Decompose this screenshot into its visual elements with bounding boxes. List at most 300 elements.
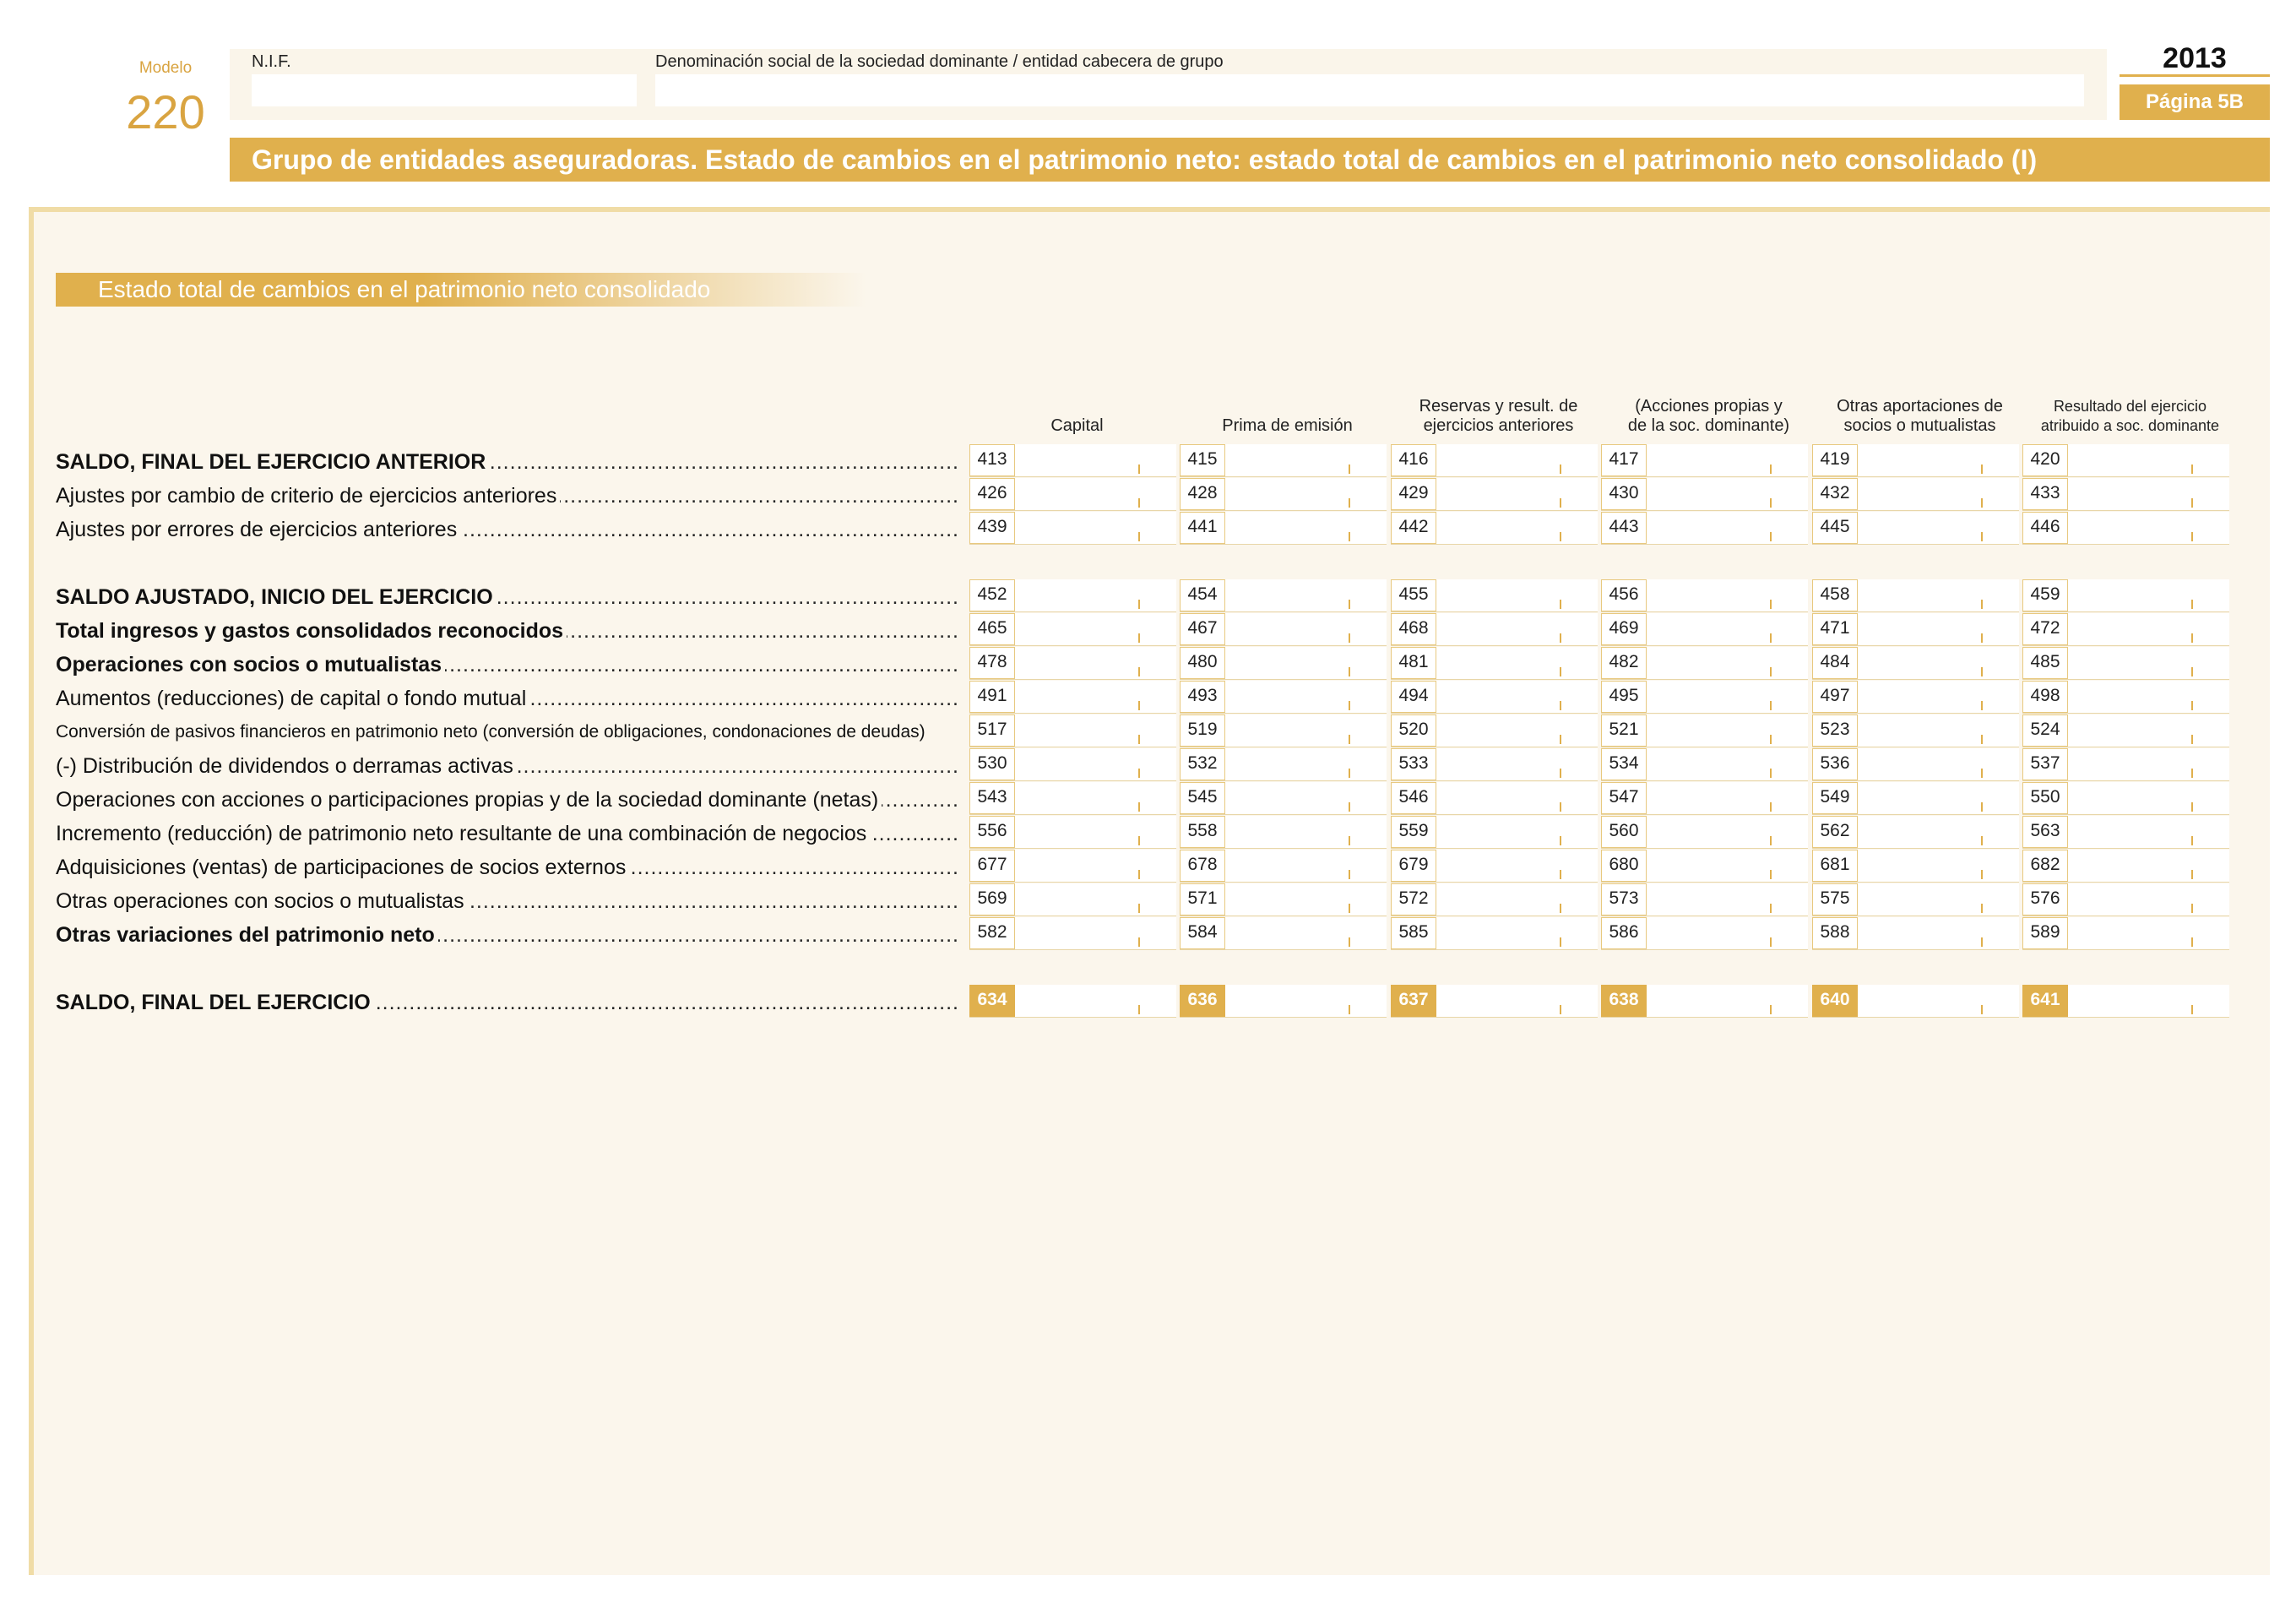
box-code: 560 xyxy=(1601,816,1647,848)
row-label-text: SALDO, FINAL DEL EJERCICIO ANTERIOR xyxy=(56,450,489,474)
decimal-separator-mark xyxy=(1981,802,1983,812)
box-code: 430 xyxy=(1601,478,1647,510)
row-label xyxy=(56,448,959,476)
decimal-separator-mark xyxy=(1349,735,1350,744)
amount-field[interactable] xyxy=(2022,478,2229,511)
decimal-separator-mark xyxy=(1981,701,1983,710)
box-code: 681 xyxy=(1812,850,1858,882)
amount-field[interactable] xyxy=(1180,579,1387,612)
decimal-separator-mark xyxy=(1560,802,1561,812)
box-code: 589 xyxy=(2022,917,2068,949)
box-code: 571 xyxy=(1180,883,1225,915)
decimal-separator-mark xyxy=(1560,667,1561,676)
box-code: 562 xyxy=(1812,816,1858,848)
amount-field[interactable] xyxy=(1391,478,1598,511)
amount-field[interactable] xyxy=(1180,512,1387,545)
box-code: 641 xyxy=(2022,985,2068,1017)
box-code: 549 xyxy=(1812,782,1858,814)
column-header xyxy=(1399,397,1598,436)
amount-field[interactable] xyxy=(969,444,1176,477)
box-code: 441 xyxy=(1180,512,1225,544)
row-label-text: Ajustes por errores de ejercicios anteriores xyxy=(56,518,460,541)
box-code: 494 xyxy=(1391,681,1436,713)
amount-field[interactable] xyxy=(1180,444,1387,477)
amount-field[interactable] xyxy=(969,478,1176,511)
box-code: 634 xyxy=(969,985,1015,1017)
box-code: 558 xyxy=(1180,816,1225,848)
amount-field[interactable] xyxy=(1391,681,1598,714)
decimal-separator-mark xyxy=(1560,465,1561,474)
box-code: 563 xyxy=(2022,816,2068,848)
amount-field[interactable] xyxy=(1601,883,1808,916)
box-code: 416 xyxy=(1391,444,1436,476)
box-code: 452 xyxy=(969,579,1015,611)
box-code: 588 xyxy=(1812,917,1858,949)
decimal-separator-mark xyxy=(1349,701,1350,710)
column-header xyxy=(978,397,1176,436)
row-label-text: Operaciones con acciones o participaciones propias y de la sociedad dominante (netas) xyxy=(56,788,882,812)
column-header-line2: atribuido a soc. dominante xyxy=(2040,417,2220,434)
box-code: 459 xyxy=(2022,579,2068,611)
column-header xyxy=(1609,397,1808,436)
box-code: 636 xyxy=(1180,985,1225,1017)
amount-field[interactable] xyxy=(1391,613,1598,646)
box-code: 493 xyxy=(1180,681,1225,713)
box-code: 495 xyxy=(1601,681,1647,713)
amount-field[interactable] xyxy=(1391,444,1598,477)
decimal-separator-mark xyxy=(1138,836,1140,845)
decimal-separator-mark xyxy=(1981,870,1983,879)
amount-field[interactable] xyxy=(1601,782,1808,815)
amount-field[interactable] xyxy=(969,647,1176,680)
box-code: 550 xyxy=(2022,782,2068,814)
column-header-line1: (Acciones propias y xyxy=(1635,397,1783,416)
decimal-separator-mark xyxy=(2191,904,2193,913)
amount-field[interactable] xyxy=(1391,985,1598,1018)
row-label xyxy=(56,583,959,611)
box-code: 586 xyxy=(1601,917,1647,949)
decimal-separator-mark xyxy=(1770,600,1772,609)
decimal-separator-mark xyxy=(1770,937,1772,947)
nif-label: N.I.F. xyxy=(252,52,291,71)
box-code: 572 xyxy=(1391,883,1436,915)
box-code: 559 xyxy=(1391,816,1436,848)
amount-field[interactable] xyxy=(969,883,1176,916)
amount-field[interactable] xyxy=(2022,917,2229,950)
column-header-line1: Reservas y result. de xyxy=(1419,397,1578,416)
decimal-separator-mark xyxy=(1138,498,1140,508)
decimal-separator-mark xyxy=(1349,667,1350,676)
row-label xyxy=(56,684,959,713)
amount-field[interactable] xyxy=(1812,647,2019,680)
box-code: 433 xyxy=(2022,478,2068,510)
decimal-separator-mark xyxy=(1981,735,1983,744)
decimal-separator-mark xyxy=(2191,870,2193,879)
amount-field[interactable] xyxy=(1601,850,1808,883)
amount-field[interactable] xyxy=(969,917,1176,950)
amount-field[interactable] xyxy=(1601,444,1808,477)
amount-field[interactable] xyxy=(2022,512,2229,545)
decimal-separator-mark xyxy=(1770,1005,1772,1014)
box-code: 533 xyxy=(1391,748,1436,780)
amount-field[interactable] xyxy=(1812,681,2019,714)
decimal-separator-mark xyxy=(1770,465,1772,474)
box-code: 575 xyxy=(1812,883,1858,915)
box-code: 442 xyxy=(1391,512,1436,544)
decimal-separator-mark xyxy=(1770,532,1772,541)
box-code: 576 xyxy=(2022,883,2068,915)
column-header-line2: de la soc. dominante) xyxy=(1627,416,1790,435)
box-code: 491 xyxy=(969,681,1015,713)
box-code: 429 xyxy=(1391,478,1436,510)
amount-field[interactable] xyxy=(1180,647,1387,680)
amount-field[interactable] xyxy=(1812,850,2019,883)
decimal-separator-mark xyxy=(1560,769,1561,778)
decimal-separator-mark xyxy=(1138,870,1140,879)
amount-field[interactable] xyxy=(1180,478,1387,511)
page-title: Grupo de entidades aseguradoras. Estado de cambios en el patrimonio neto: estado total de cambios en el patrimonio neto consolidado (I) xyxy=(230,138,2270,182)
amount-field[interactable] xyxy=(2022,647,2229,680)
amount-field[interactable] xyxy=(1601,647,1808,680)
box-code: 439 xyxy=(969,512,1015,544)
decimal-separator-mark xyxy=(1138,937,1140,947)
box-code: 545 xyxy=(1180,782,1225,814)
decimal-separator-mark xyxy=(1349,802,1350,812)
box-code: 519 xyxy=(1180,714,1225,747)
amount-field[interactable] xyxy=(1180,816,1387,849)
amount-field[interactable] xyxy=(2022,714,2229,747)
amount-field[interactable] xyxy=(1391,647,1598,680)
decimal-separator-mark xyxy=(1138,667,1140,676)
box-code: 637 xyxy=(1391,985,1436,1017)
row-label-text: Total ingresos y gastos consolidados reconocidos xyxy=(56,619,567,643)
amount-field[interactable] xyxy=(1812,917,2019,950)
box-code: 472 xyxy=(2022,613,2068,645)
header-fields xyxy=(230,49,2107,120)
amount-field[interactable] xyxy=(969,579,1176,612)
amount-field[interactable] xyxy=(1812,478,2019,511)
amount-field[interactable] xyxy=(969,748,1176,781)
decimal-separator-mark xyxy=(1981,498,1983,508)
box-code: 573 xyxy=(1601,883,1647,915)
row-label-text: Adquisiciones (ventas) de participaciones de socios externos xyxy=(56,856,629,879)
box-code: 517 xyxy=(969,714,1015,747)
decimal-separator-mark xyxy=(1138,769,1140,778)
amount-field[interactable] xyxy=(1180,748,1387,781)
amount-field[interactable] xyxy=(1812,579,2019,612)
amount-field[interactable] xyxy=(1601,917,1808,950)
box-code: 458 xyxy=(1812,579,1858,611)
amount-field[interactable] xyxy=(1391,883,1598,916)
amount-field[interactable] xyxy=(1812,883,2019,916)
decimal-separator-mark xyxy=(1349,498,1350,508)
column-header xyxy=(1821,397,2019,436)
amount-field[interactable] xyxy=(969,985,1176,1018)
amount-field[interactable] xyxy=(1180,782,1387,815)
amount-field[interactable] xyxy=(1391,850,1598,883)
column-header-line2: socios o mutualistas xyxy=(1843,416,1996,435)
box-code: 415 xyxy=(1180,444,1225,476)
decimal-separator-mark xyxy=(1349,600,1350,609)
box-code: 530 xyxy=(969,748,1015,780)
row-label xyxy=(56,617,959,645)
amount-field[interactable] xyxy=(969,613,1176,646)
modelo-number: 220 xyxy=(126,85,205,139)
decimal-separator-mark xyxy=(1981,532,1983,541)
row-label xyxy=(56,752,959,780)
amount-field[interactable] xyxy=(1601,478,1808,511)
decimal-separator-mark xyxy=(1349,769,1350,778)
amount-field[interactable] xyxy=(1812,714,2019,747)
amount-field[interactable] xyxy=(2022,748,2229,781)
decimal-separator-mark xyxy=(1349,532,1350,541)
amount-field[interactable] xyxy=(969,782,1176,815)
amount-field[interactable] xyxy=(1601,512,1808,545)
amount-field[interactable] xyxy=(2022,985,2229,1018)
row-label xyxy=(56,988,959,1017)
amount-field[interactable] xyxy=(1812,748,2019,781)
decimal-separator-mark xyxy=(1349,836,1350,845)
amount-field[interactable] xyxy=(2022,681,2229,714)
box-code: 413 xyxy=(969,444,1015,476)
amount-field[interactable] xyxy=(969,681,1176,714)
box-code: 546 xyxy=(1391,782,1436,814)
decimal-separator-mark xyxy=(2191,1005,2193,1014)
box-code: 677 xyxy=(969,850,1015,882)
amount-field[interactable] xyxy=(1180,613,1387,646)
box-code: 467 xyxy=(1180,613,1225,645)
column-header xyxy=(2031,397,2229,436)
box-code: 465 xyxy=(969,613,1015,645)
amount-field[interactable] xyxy=(1180,850,1387,883)
decimal-separator-mark xyxy=(1560,633,1561,643)
box-code: 480 xyxy=(1180,647,1225,679)
row-label xyxy=(56,819,959,848)
row-label-text: (-) Distribución de dividendos o derramas activas xyxy=(56,754,517,778)
decimal-separator-mark xyxy=(1770,667,1772,676)
decimal-separator-mark xyxy=(1138,532,1140,541)
decimal-separator-mark xyxy=(1138,465,1140,474)
decimal-separator-mark xyxy=(1349,1005,1350,1014)
amount-field[interactable] xyxy=(1812,782,2019,815)
decimal-separator-mark xyxy=(1560,904,1561,913)
modelo-label: Modelo xyxy=(138,59,193,77)
box-code: 428 xyxy=(1180,478,1225,510)
amount-field[interactable] xyxy=(1601,816,1808,849)
amount-field[interactable] xyxy=(1601,748,1808,781)
row-label xyxy=(56,515,959,544)
decimal-separator-mark xyxy=(1560,1005,1561,1014)
box-code: 481 xyxy=(1391,647,1436,679)
decimal-separator-mark xyxy=(1981,904,1983,913)
decimal-separator-mark xyxy=(1560,836,1561,845)
row-label-text: Otras variaciones del patrimonio neto xyxy=(56,923,438,947)
decimal-separator-mark xyxy=(1770,904,1772,913)
box-code: 534 xyxy=(1601,748,1647,780)
row-label xyxy=(56,481,959,510)
decimal-separator-mark xyxy=(1770,870,1772,879)
box-code: 420 xyxy=(2022,444,2068,476)
row-label xyxy=(56,650,959,679)
section-title: Estado total de cambios en el patrimonio neto consolidado xyxy=(56,273,866,307)
box-code: 426 xyxy=(969,478,1015,510)
column-header-line2: ejercicios anteriores xyxy=(1423,416,1574,435)
amount-field[interactable] xyxy=(1812,512,2019,545)
decimal-separator-mark xyxy=(1770,701,1772,710)
decimal-separator-mark xyxy=(2191,769,2193,778)
decimal-separator-mark xyxy=(2191,735,2193,744)
amount-field[interactable] xyxy=(1812,444,2019,477)
box-code: 471 xyxy=(1812,613,1858,645)
box-code: 432 xyxy=(1812,478,1858,510)
amount-field[interactable] xyxy=(969,850,1176,883)
decimal-separator-mark xyxy=(2191,701,2193,710)
box-code: 582 xyxy=(969,917,1015,949)
amount-field[interactable] xyxy=(1391,714,1598,747)
amount-field[interactable] xyxy=(1180,714,1387,747)
amount-field[interactable] xyxy=(1601,579,1808,612)
nif-field[interactable] xyxy=(252,74,637,106)
box-code: 584 xyxy=(1180,917,1225,949)
row-label-text: Incremento (reducción) de patrimonio neto resultante de una combinación de negocios xyxy=(56,822,870,845)
box-code: 455 xyxy=(1391,579,1436,611)
row-label-text: SALDO, FINAL DEL EJERCICIO xyxy=(56,991,374,1014)
amount-field[interactable] xyxy=(1391,917,1598,950)
decimal-separator-mark xyxy=(1138,735,1140,744)
box-code: 547 xyxy=(1601,782,1647,814)
decimal-separator-mark xyxy=(1560,870,1561,879)
amount-field[interactable] xyxy=(1812,816,2019,849)
amount-field[interactable] xyxy=(1601,714,1808,747)
box-code: 638 xyxy=(1601,985,1647,1017)
decimal-separator-mark xyxy=(1770,836,1772,845)
amount-field[interactable] xyxy=(969,512,1176,545)
amount-field[interactable] xyxy=(2022,613,2229,646)
decimal-separator-mark xyxy=(1560,498,1561,508)
decimal-separator-mark xyxy=(1138,904,1140,913)
decimal-separator-mark xyxy=(1349,465,1350,474)
amount-field[interactable] xyxy=(1391,816,1598,849)
amount-field[interactable] xyxy=(1601,985,1808,1018)
box-code: 537 xyxy=(2022,748,2068,780)
decimal-separator-mark xyxy=(2191,667,2193,676)
box-code: 640 xyxy=(1812,985,1858,1017)
box-code: 521 xyxy=(1601,714,1647,747)
decimal-separator-mark xyxy=(1770,769,1772,778)
box-code: 523 xyxy=(1812,714,1858,747)
amount-field[interactable] xyxy=(2022,883,2229,916)
amount-field[interactable] xyxy=(969,816,1176,849)
amount-field[interactable] xyxy=(969,714,1176,747)
box-code: 679 xyxy=(1391,850,1436,882)
column-header-line2: Capital xyxy=(1050,416,1104,435)
box-code: 445 xyxy=(1812,512,1858,544)
box-code: 498 xyxy=(2022,681,2068,713)
column-header-line1: Otras aportaciones de xyxy=(1837,397,2003,416)
page-badge: Página 5B xyxy=(2120,84,2270,120)
amount-field[interactable] xyxy=(1180,681,1387,714)
row-label-text: Otras operaciones con socios o mutualistas xyxy=(56,889,468,913)
denominacion-field[interactable] xyxy=(655,74,2084,106)
decimal-separator-mark xyxy=(1560,937,1561,947)
year: 2013 xyxy=(2163,42,2227,74)
box-code: 469 xyxy=(1601,613,1647,645)
row-label xyxy=(56,921,959,949)
decimal-separator-mark xyxy=(1981,937,1983,947)
amount-field[interactable] xyxy=(1391,748,1598,781)
decimal-separator-mark xyxy=(1138,802,1140,812)
row-label-text: SALDO AJUSTADO, INICIO DEL EJERCICIO xyxy=(56,585,497,609)
box-code: 456 xyxy=(1601,579,1647,611)
column-header-line1 xyxy=(1188,397,1387,416)
decimal-separator-mark xyxy=(1349,633,1350,643)
decimal-separator-mark xyxy=(2191,802,2193,812)
row-label-text: Ajustes por cambio de criterio de ejercicios anteriores xyxy=(56,484,560,508)
decimal-separator-mark xyxy=(1560,600,1561,609)
amount-field[interactable] xyxy=(1391,579,1598,612)
decimal-separator-mark xyxy=(2191,498,2193,508)
decimal-separator-mark xyxy=(1138,701,1140,710)
amount-field[interactable] xyxy=(2022,444,2229,477)
amount-field[interactable] xyxy=(1601,613,1808,646)
decimal-separator-mark xyxy=(1349,904,1350,913)
row-label-text: Conversión de pasivos financieros en patrimonio neto (conversión de obligaciones, condonaciones de deudas) xyxy=(56,722,929,742)
box-code: 417 xyxy=(1601,444,1647,476)
decimal-separator-mark xyxy=(2191,937,2193,947)
column-header-line2: Prima de emisión xyxy=(1222,416,1353,435)
box-code: 524 xyxy=(2022,714,2068,747)
box-code: 484 xyxy=(1812,647,1858,679)
decimal-separator-mark xyxy=(1981,600,1983,609)
amount-field[interactable] xyxy=(2022,579,2229,612)
decimal-separator-mark xyxy=(1770,735,1772,744)
column-header xyxy=(1188,397,1387,436)
amount-field[interactable] xyxy=(2022,816,2229,849)
decimal-separator-mark xyxy=(1560,735,1561,744)
box-code: 682 xyxy=(2022,850,2068,882)
decimal-separator-mark xyxy=(2191,836,2193,845)
decimal-separator-mark xyxy=(1560,701,1561,710)
box-code: 446 xyxy=(2022,512,2068,544)
box-code: 454 xyxy=(1180,579,1225,611)
row-label xyxy=(56,887,959,915)
amount-field[interactable] xyxy=(2022,782,2229,815)
amount-field[interactable] xyxy=(1180,985,1387,1018)
box-code: 556 xyxy=(969,816,1015,848)
box-code: 536 xyxy=(1812,748,1858,780)
amount-field[interactable] xyxy=(1601,681,1808,714)
decimal-separator-mark xyxy=(1349,870,1350,879)
row-label xyxy=(56,718,959,747)
amount-field[interactable] xyxy=(1812,985,2019,1018)
amount-field[interactable] xyxy=(1180,917,1387,950)
decimal-separator-mark xyxy=(1981,769,1983,778)
amount-field[interactable] xyxy=(1180,883,1387,916)
amount-field[interactable] xyxy=(1812,613,2019,646)
amount-field[interactable] xyxy=(1391,512,1598,545)
amount-field[interactable] xyxy=(1391,782,1598,815)
decimal-separator-mark xyxy=(1770,633,1772,643)
decimal-separator-mark xyxy=(1981,633,1983,643)
row-label-text: Aumentos (reducciones) de capital o fondo mutual xyxy=(56,687,529,710)
row-label xyxy=(56,853,959,882)
decimal-separator-mark xyxy=(1560,532,1561,541)
amount-field[interactable] xyxy=(2022,850,2229,883)
decimal-separator-mark xyxy=(1770,802,1772,812)
decimal-separator-mark xyxy=(1349,937,1350,947)
row-label-text: Operaciones con socios o mutualistas xyxy=(56,653,445,676)
box-code: 497 xyxy=(1812,681,1858,713)
